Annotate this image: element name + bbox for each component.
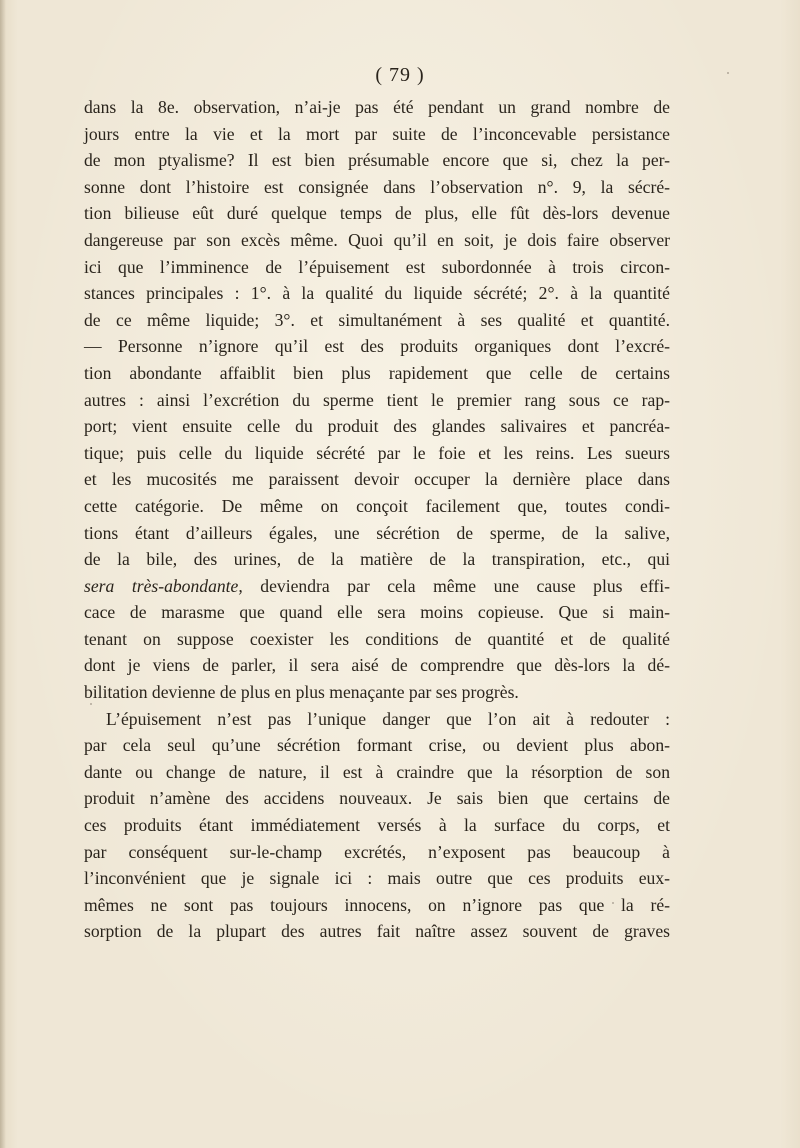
text-line: de la bile, des urines, de la matière de la transpiration, etc., qui [84, 549, 670, 570]
italic-phrase: sera très-abondante, [84, 575, 243, 596]
paper-speck [612, 902, 614, 904]
text-line: stances principales : 1°. à la qualité du liquide sécrété; 2°. à la quantité [84, 283, 670, 304]
text-line: cace de marasme que quand elle sera moins copieuse. Que si main- [84, 602, 670, 623]
text-line: de ce même liquide; 3°. et simultanément à ses qualité et quantité. [84, 309, 670, 330]
text-line: bilitation devienne de plus en plus menaçante par ses progrès. [84, 682, 519, 703]
body-text [84, 94, 670, 945]
text-line-italic [84, 573, 670, 600]
page-number: ( 79 ) [375, 64, 425, 86]
text-line: mêmes ne sont pas toujours innocens, on n’ignore pas que la ré- [84, 894, 670, 915]
text-line: tenant on suppose coexister les conditions de quantité et de qualité [84, 628, 670, 649]
text-line: tions étant d’ailleurs égales, une sécrétion de sperme, de la salive, [84, 522, 670, 543]
text-line: par cela seul qu’une sécrétion formant crise, ou devient plus abon- [84, 735, 670, 756]
text-line: tion bilieuse eût duré quelque temps de plus, elle fût dès-lors devenue [84, 203, 670, 224]
text-line: dont je viens de parler, il sera aisé de comprendre que dès-lors la dé- [84, 655, 670, 676]
page-edge-shadow [0, 0, 6, 1148]
text-line: port; vient ensuite celle du produit des glandes salivaires et pancréa- [84, 416, 670, 437]
text-line: sorption de la plupart des autres fait naître assez souvent de graves [84, 921, 670, 942]
text-line: dans la 8e. observation, n’ai-je pas été pendant un grand nombre de [84, 97, 670, 117]
paragraph-1 [84, 94, 670, 706]
text-line: sonne dont l’histoire est consignée dans l’observation n°. 9, la sécré- [84, 176, 670, 197]
text-line: jours entre la vie et la mort par suite de l’inconcevable persistance [84, 123, 670, 144]
text-line: autres : ainsi l’excrétion du sperme tient le premier rang sous ce rap- [84, 389, 670, 410]
paper-speck [90, 703, 92, 705]
paper-speck [727, 72, 729, 74]
text-line: ces produits étant immédiatement versés à la surface du corps, et [84, 815, 670, 836]
text-line: dangereuse par son excès même. Quoi qu’il en soit, je dois faire observer [84, 229, 670, 250]
text-line: — Personne n’ignore qu’il est des produits organiques dont l’excré- [84, 336, 670, 357]
text-line: ici que l’imminence de l’épuisement est subordonnée à trois circon- [84, 256, 670, 277]
text-line: dante ou change de nature, il est à craindre que la résorption de son [84, 761, 670, 782]
text-line: produit n’amène des accidens nouveaux. Je sais bien que certains de [84, 788, 670, 809]
text-line: cette catégorie. De même on conçoit facilement que, toutes condi- [84, 495, 670, 516]
text-line: tique; puis celle du liquide sécrété par le foie et les reins. Les sueurs [84, 442, 670, 463]
paragraph-2 [84, 706, 670, 945]
text-line: l’inconvénient que je signale ici : mais outre que ces produits eux- [84, 868, 670, 889]
text-line: tion abondante affaiblit bien plus rapidement que celle de certains [84, 362, 670, 383]
text-line: et les mucosités me paraissent devoir occuper la dernière place dans [84, 469, 670, 490]
text-line: de mon ptyalisme? Il est bien présumable encore que si, chez la per- [84, 150, 670, 171]
text-line: L’épuisement n’est pas l’unique danger que l’on ait à redouter : [106, 708, 670, 729]
line-continuation: deviendra par cela même une cause plus effi- [242, 575, 670, 596]
text-line: par conséquent sur-le-champ excrétés, n’exposent pas beaucoup à [84, 841, 670, 862]
